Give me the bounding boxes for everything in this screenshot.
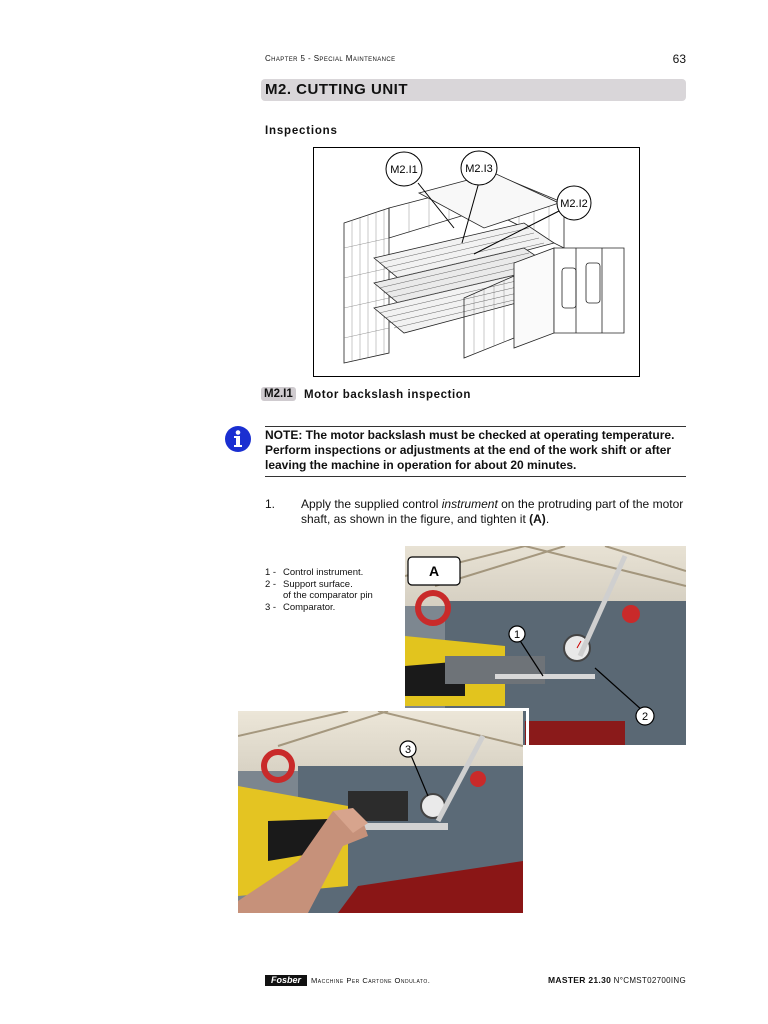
callout-m2-i3: M2.I3	[465, 163, 493, 175]
note-rule-top	[265, 426, 686, 427]
step-number: 1.	[265, 497, 276, 511]
inspections-heading: Inspections	[265, 125, 338, 137]
photo-legend	[265, 567, 373, 613]
photo-instrument-b	[238, 708, 529, 916]
step-text: Apply the supplied control instrument on the protruding part of the motor shaft, as shown in the figure, and tighten it (A).	[301, 497, 684, 526]
page-number: 63	[672, 52, 686, 66]
note-text: NOTE: The motor backslash must be checked at operating temperature. Perform inspections or adjustments at the end of the work shift or after leaving the machine in operation for about 20 minutes.	[265, 428, 675, 472]
photo-callout-1: 1	[513, 629, 521, 641]
note-rule-bottom	[265, 476, 686, 477]
photo-label-a: A	[428, 563, 440, 579]
section-title: Motor backslash inspection	[304, 389, 472, 401]
legend-item: 2 - Support surface.	[265, 578, 353, 590]
photo-callout-3: 3	[404, 744, 412, 756]
footer-doc-ref: MASTER 21.30 N°CMST02700ING	[548, 975, 686, 985]
callout-m2-i2: M2.I2	[560, 198, 588, 210]
chapter-header: Chapter 5 - Special Maintenance	[265, 54, 396, 63]
info-icon	[224, 425, 252, 453]
machine-diagram	[313, 147, 640, 377]
legend-item: 3 - Comparator.	[265, 601, 336, 613]
legend-item: 1 - Control instrument.	[265, 567, 364, 578]
callout-m2-i1: M2.I1	[390, 164, 418, 176]
legend-item: of the comparator pin	[283, 590, 373, 601]
section-badge: M2.I1	[261, 387, 296, 401]
footer-company: Macchine Per Cartone Ondulato.	[311, 976, 431, 985]
page-title: M2. CUTTING UNIT	[265, 81, 408, 98]
control-cabinet	[514, 248, 554, 348]
fosber-logo: Fosber	[265, 975, 307, 986]
photo-callout-2: 2	[641, 711, 649, 723]
